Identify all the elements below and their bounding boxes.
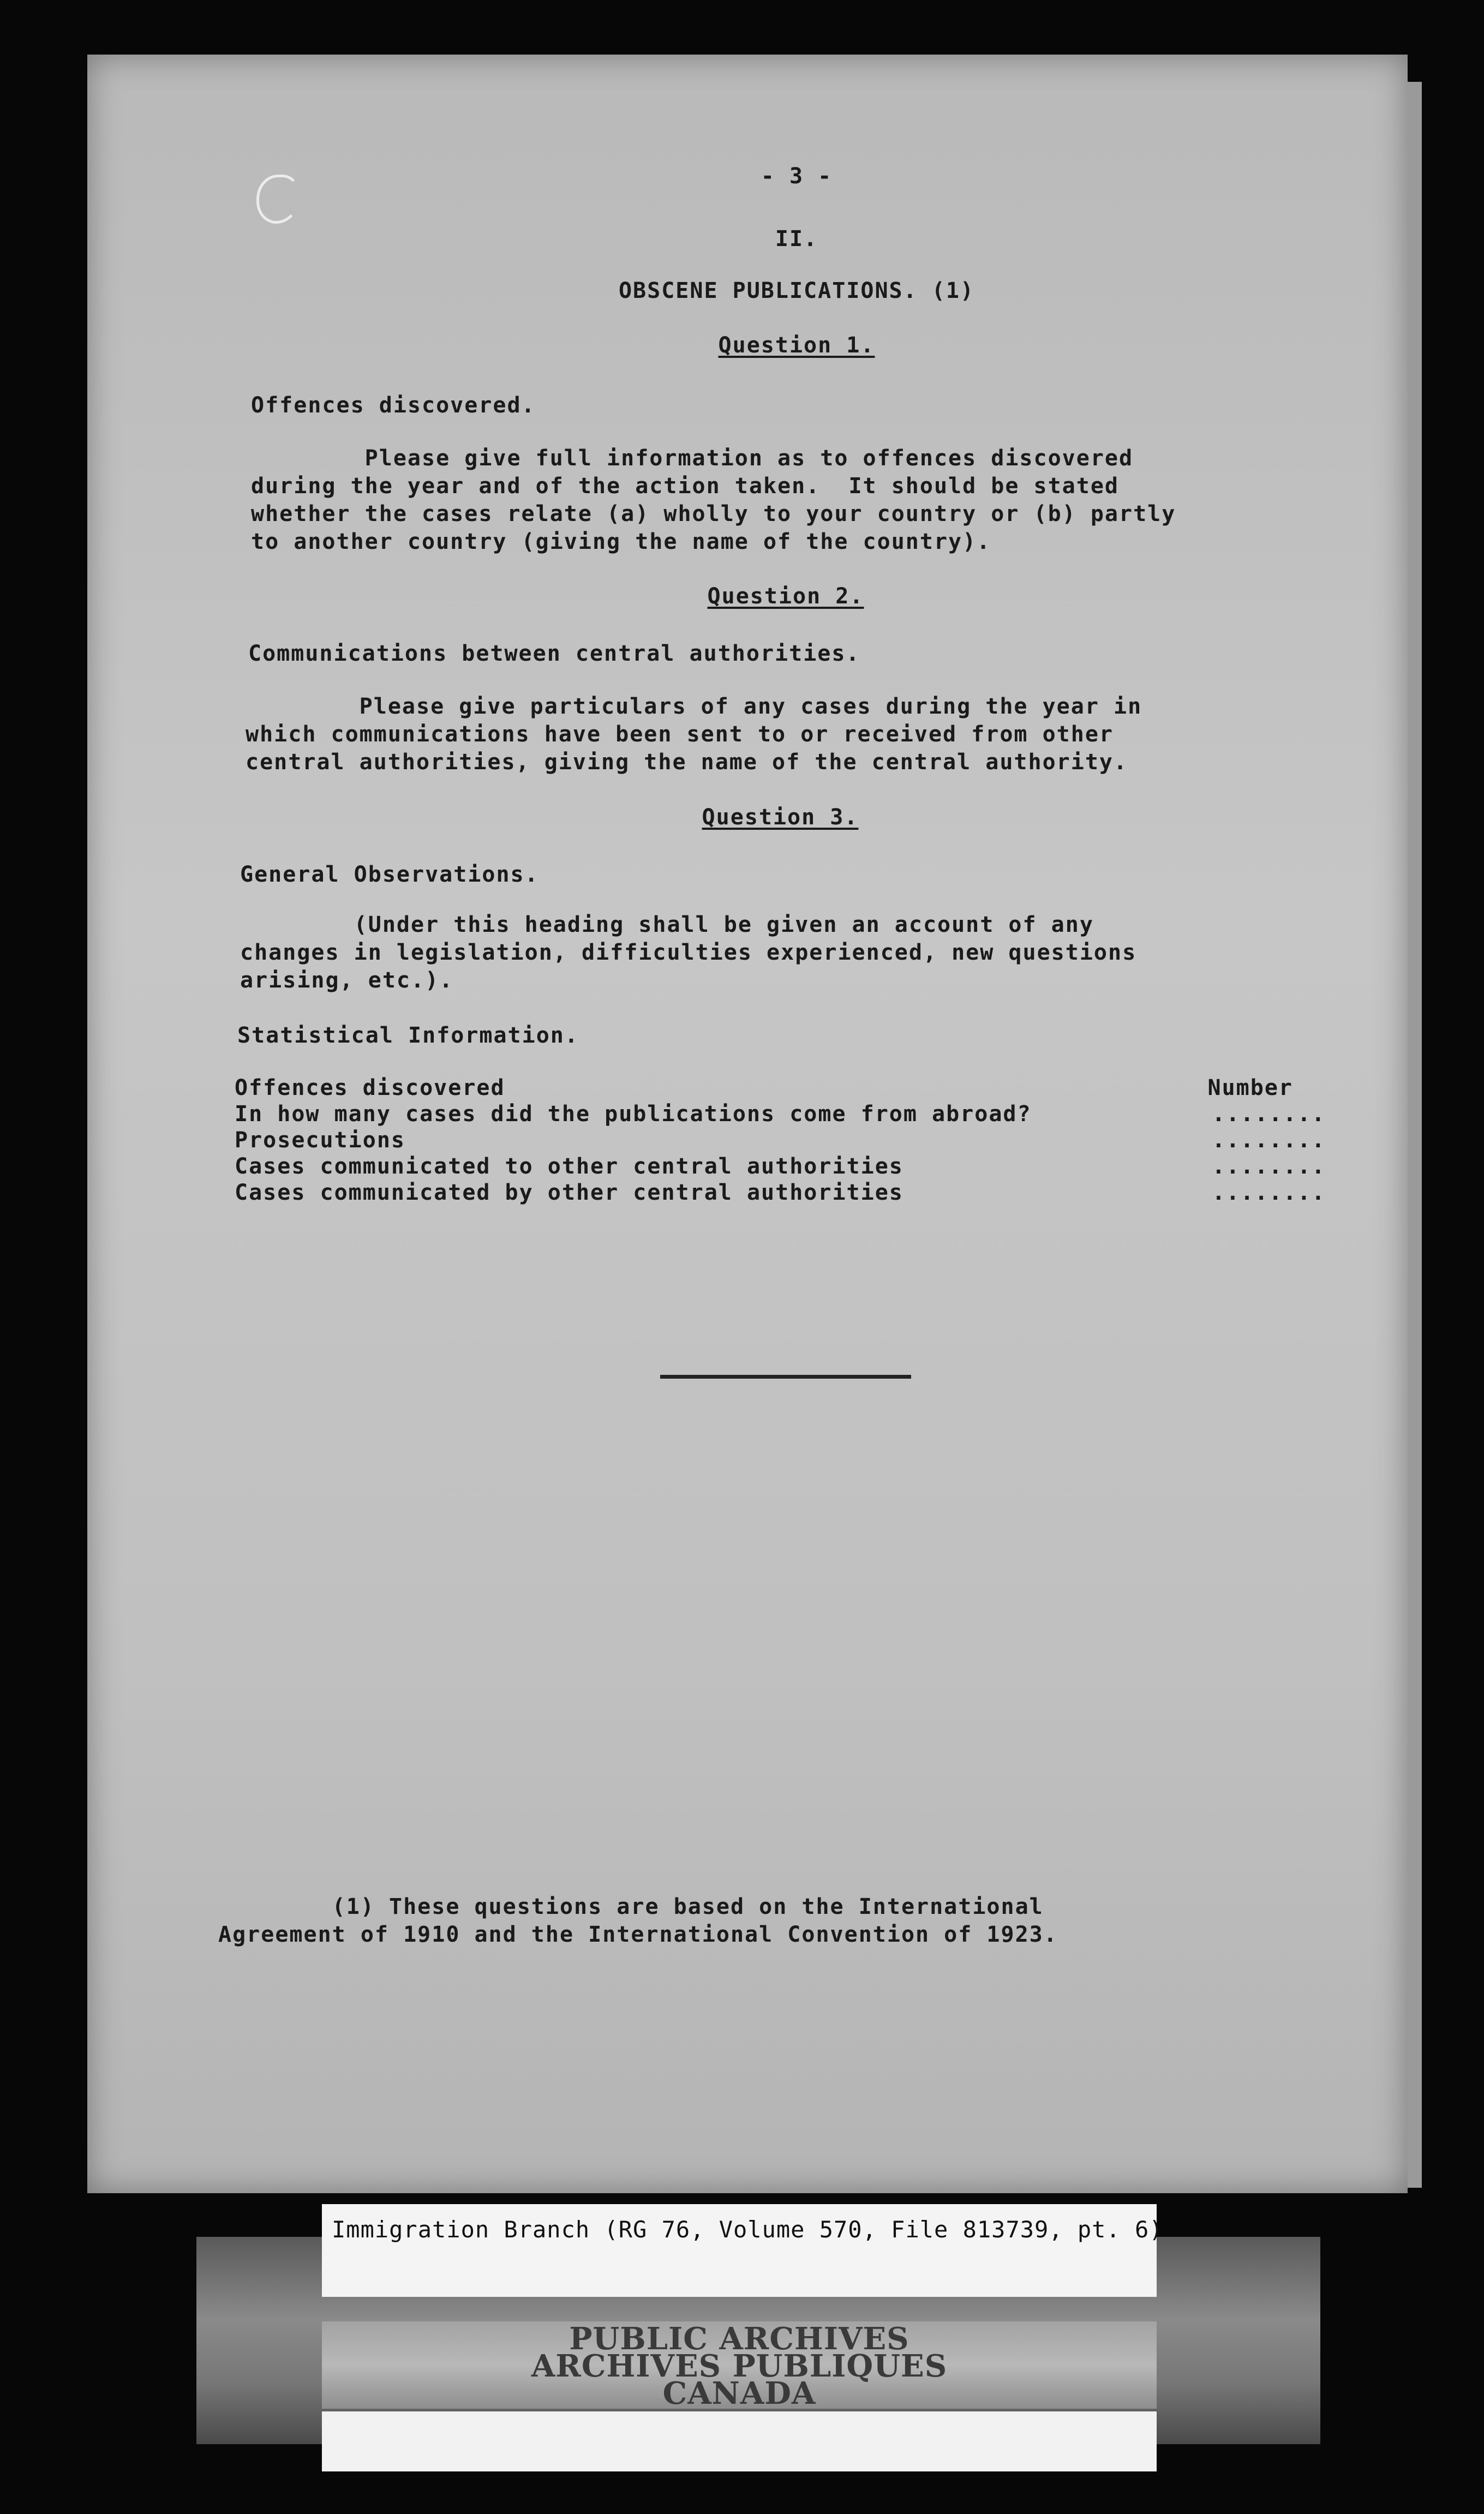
- question-1-subject: Offences discovered.: [251, 393, 536, 418]
- section-title: OBSCENE PUBLICATIONS. (1): [618, 278, 975, 303]
- question-1-body: [251, 445, 1176, 556]
- archive-stamp-line: CANADA: [662, 2375, 816, 2411]
- statistics-header-label: Offences discovered: [235, 1075, 505, 1100]
- statistics-table: [235, 1075, 1326, 1206]
- question-1-line: to another country (giving the name of the country).: [251, 529, 991, 554]
- question-2-body: [246, 693, 1142, 776]
- section-numeral: II.: [775, 226, 818, 252]
- question-3-line: arising, etc.).: [240, 968, 454, 993]
- statistics-row-label: Prosecutions: [235, 1128, 405, 1153]
- question-3-body: [240, 911, 1136, 995]
- statistics-row-value: ........: [1212, 1128, 1326, 1153]
- question-1-heading: Question 1.: [718, 333, 875, 358]
- statistics-row-label: Cases communicated to other central authorities: [235, 1154, 903, 1179]
- statistics-row: [235, 1153, 1326, 1180]
- question-2-line: which communications have been sent to or received from other: [246, 722, 1114, 747]
- question-1-line: whether the cases relate (a) wholly to your country or (b) partly: [251, 501, 1176, 526]
- statistics-row: [235, 1127, 1326, 1153]
- question-2-line: Please give particulars of any cases during the year in: [246, 694, 1142, 719]
- archive-stamp-line: ARCHIVES PUBLIQUES: [531, 2348, 948, 2384]
- footnote: [218, 1893, 1058, 1949]
- question-1-line: during the year and of the action taken. It should be stated: [251, 474, 1120, 499]
- question-2-line: central authorities, giving the name of the central authority.: [246, 750, 1128, 775]
- archive-stamp-line: PUBLIC ARCHIVES: [569, 2321, 909, 2357]
- statistics-row-label: Cases communicated by other central authorities: [235, 1180, 903, 1205]
- statistics-row-label: In how many cases did the publications come from abroad?: [235, 1102, 1032, 1127]
- question-2-subject: Communications between central authorities.: [248, 641, 860, 666]
- statistics-row-value: ........: [1212, 1102, 1326, 1127]
- statistics-row-value: ........: [1212, 1154, 1326, 1179]
- question-2-heading: Question 2.: [707, 584, 864, 609]
- footnote-line: (1) These questions are based on the International: [218, 1894, 1044, 1919]
- page-edge: [1408, 82, 1422, 2188]
- question-1-line: Please give full information as to offences discovered: [251, 446, 1134, 471]
- statistics-header-number: Number: [1207, 1075, 1293, 1100]
- statistics-row: [235, 1180, 1326, 1206]
- statistics-title: Statistical Information.: [237, 1023, 579, 1048]
- question-3-subject: General Observations.: [240, 862, 539, 887]
- page-number: - 3 -: [761, 164, 833, 189]
- question-3-line: (Under this heading shall be given an account of any: [240, 912, 1094, 937]
- statistics-row: [235, 1101, 1326, 1127]
- statistics-row-value: ........: [1212, 1180, 1326, 1205]
- footnote-line: Agreement of 1910 and the International Convention of 1923.: [218, 1922, 1058, 1947]
- statistics-header-row: [235, 1075, 1326, 1101]
- archive-reference-text: Immigration Branch (RG 76, Volume 570, File 813739, pt. 6): [332, 2216, 1164, 2243]
- question-3-heading: Question 3.: [702, 805, 859, 830]
- question-3-line: changes in legislation, difficulties experienced, new questions: [240, 940, 1137, 965]
- archive-card-bottom-strip: [322, 2411, 1157, 2471]
- section-divider-rule: [660, 1375, 911, 1379]
